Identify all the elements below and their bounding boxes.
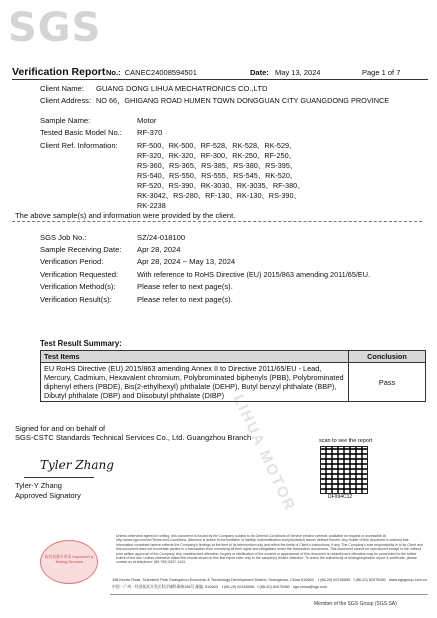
signer-title: Approved Signatory xyxy=(15,491,81,500)
test-item: EU RoHS Directive (EU) 2015/863 amending Annex II to Directive 2011/65/EU - Lead, Mercury, Cadmium, Hexavalent chromium, Polybrominated biphenyls (PBB), Polybrominated diphenyl ethers (PBDE), Bis(2-ethylhexyl) phthalate (DEHP), Butyl benzyl phthalate (BBP), Dibutyl phthalate (DBP) and Diisobutyl phthalate (DIBP) xyxy=(41,363,349,402)
summary-title: Test Result Summary: xyxy=(40,339,122,348)
verification-results: Please refer to next page(s). xyxy=(137,295,233,304)
col-test-items: Test Items xyxy=(41,351,349,363)
sample-name-label: Sample Name: xyxy=(40,116,91,125)
job-no-label: SGS Job No.: xyxy=(40,233,87,242)
sample-name: Motor xyxy=(137,116,157,125)
signer-name: Tyler-Y Zhang xyxy=(15,481,62,490)
verification-period-label: Verification Period: xyxy=(40,257,104,266)
verification-methods: Please refer to next page(s). xyxy=(137,282,233,291)
handwritten-signature: Tyler Zhang xyxy=(40,458,114,472)
section-divider xyxy=(12,221,422,222)
page-indicator: Page 1 of 7 xyxy=(362,68,401,77)
qr-code-id: DF994C12 xyxy=(328,494,353,500)
address-chinese: 中国・广州・经济技术开发区科学城科珠路198号 邮编: 510663 t (86-20) 82155555 f (86-20) 82075080 sgs.china@sgs.com xyxy=(112,585,327,589)
signature-line xyxy=(24,477,94,478)
receiving-date: Apr 28, 2024 xyxy=(137,245,181,254)
model-value: RF-370 xyxy=(137,128,163,137)
client-ref-line: RF-520、RS-390、RK-3030、RK-3035、RF-380、 xyxy=(137,181,305,190)
header-rule xyxy=(12,79,428,80)
sgs-logo: SGS xyxy=(8,5,102,51)
verification-methods-label: Verification Method(s): xyxy=(40,282,116,291)
report-date: Date: May 13, 2024 xyxy=(250,68,321,77)
client-ref-line: RK-2238 xyxy=(137,201,166,210)
client-ref-line: RS-360、RS-365、RS-385、RS-380、RS-395、 xyxy=(137,161,298,170)
company-branch: SGS-CSTC Standards Technical Services Co., Ltd. Guangzhou Branch xyxy=(15,433,252,442)
company-seal-icon: 检验检测专用章 Inspection & Testing Services xyxy=(40,540,98,584)
report-number: No.: CANEC24008594501 xyxy=(106,68,197,77)
client-ref-line: RS-540、RS-550、RS-555、RS-545、RK-520、 xyxy=(137,171,298,180)
client-ref-line: RF-320、RK-320、RF-300、RK-250、RF-250、 xyxy=(137,151,296,160)
receiving-date-label: Sample Receiving Date: xyxy=(40,245,122,254)
verification-requested-label: Verification Requested: xyxy=(40,270,119,279)
qr-code-icon[interactable] xyxy=(320,446,368,494)
client-address: NO 66，GHIGANG ROAD HUMEN TOWN DONGGUAN CITY GUANGDONG PROVINCE xyxy=(96,96,390,105)
verification-results-label: Verification Result(s): xyxy=(40,295,112,304)
report-title: Verification Report xyxy=(12,66,106,78)
member-of-sgs: Member of the SGS Group (SGS SA) xyxy=(314,601,397,607)
client-name: GUANG DONG LIHUA MECHATRONICS CO.,LTD xyxy=(96,84,268,93)
signed-on-behalf: Signed for and on behalf of xyxy=(15,424,106,433)
summary-header-row xyxy=(41,351,426,363)
verification-requested: With reference to RoHS Directive (EU) 2015/863 amending 2011/65/EU. xyxy=(137,270,371,279)
qr-caption: scan to see the report xyxy=(319,438,373,444)
conclusion-value: Pass xyxy=(349,363,426,402)
client-ref-line: RF-500、RK-500、RF-528、RK-528、RK-529、 xyxy=(137,141,297,150)
col-conclusion: Conclusion xyxy=(349,351,426,363)
verification-period: Apr 28, 2024 ~ May 13, 2024 xyxy=(137,257,236,266)
sample-note: The above sample(s) and information were provided by the client. xyxy=(15,211,236,220)
table-row xyxy=(41,363,426,402)
model-label: Tested Basic Model No.: xyxy=(40,128,122,137)
address-english: 198 Kezhu Road, Scientech Park Guangzhou Economic & Technology Development District, Guangzhou, China 510663 t (86-20) 82155555 f (86-20) 82075080 www.sgsgroup.com.cn xyxy=(112,578,427,582)
summary-table xyxy=(40,350,426,402)
footer-rule xyxy=(110,594,428,595)
client-ref-label: Client Ref. Information: xyxy=(40,141,118,150)
client-name-label: Client Name: xyxy=(40,84,84,93)
watermark: LIHUA MOTOR xyxy=(229,392,299,515)
client-ref-line: RK-3042、RS-280、RF-130、RK-130、RS-390、 xyxy=(137,191,301,200)
terms-and-conditions: Unless otherwise agreed in writing, this document is issued by the Company subject to its General Conditions of Service printed overleaf, available on request or accessible at http://www.sgs.com/en/Terms-and-Conditions. Attention is drawn to the limitation of liability, indemnification and jurisdiction issues defined therein. Any holder of this document is advised that information contained hereon reflects the Company's findings at the time of its intervention only and within the limits of Client's instructions, if any. The Company's sole responsibility is to its Client and this document does not exonerate parties to a transaction from exercising all their rights and obligations under the transaction documents. This document cannot be reproduced except in full, without prior written approval of the Company. Any unauthorized alteration, forgery or falsification of the content or appearance of this document is unlawful and offenders may be prosecuted to the fullest extent of the law. Unless otherwise stated the results shown in this test report refer only to the sample(s) tested. Attention: To check the authenticity of testing/inspection report & certificate, please contact us at telephone: (86-755) 8307 1443. xyxy=(116,534,423,565)
job-no: SZ/24-018100 xyxy=(137,233,186,242)
client-address-label: Client Address: xyxy=(40,96,92,105)
